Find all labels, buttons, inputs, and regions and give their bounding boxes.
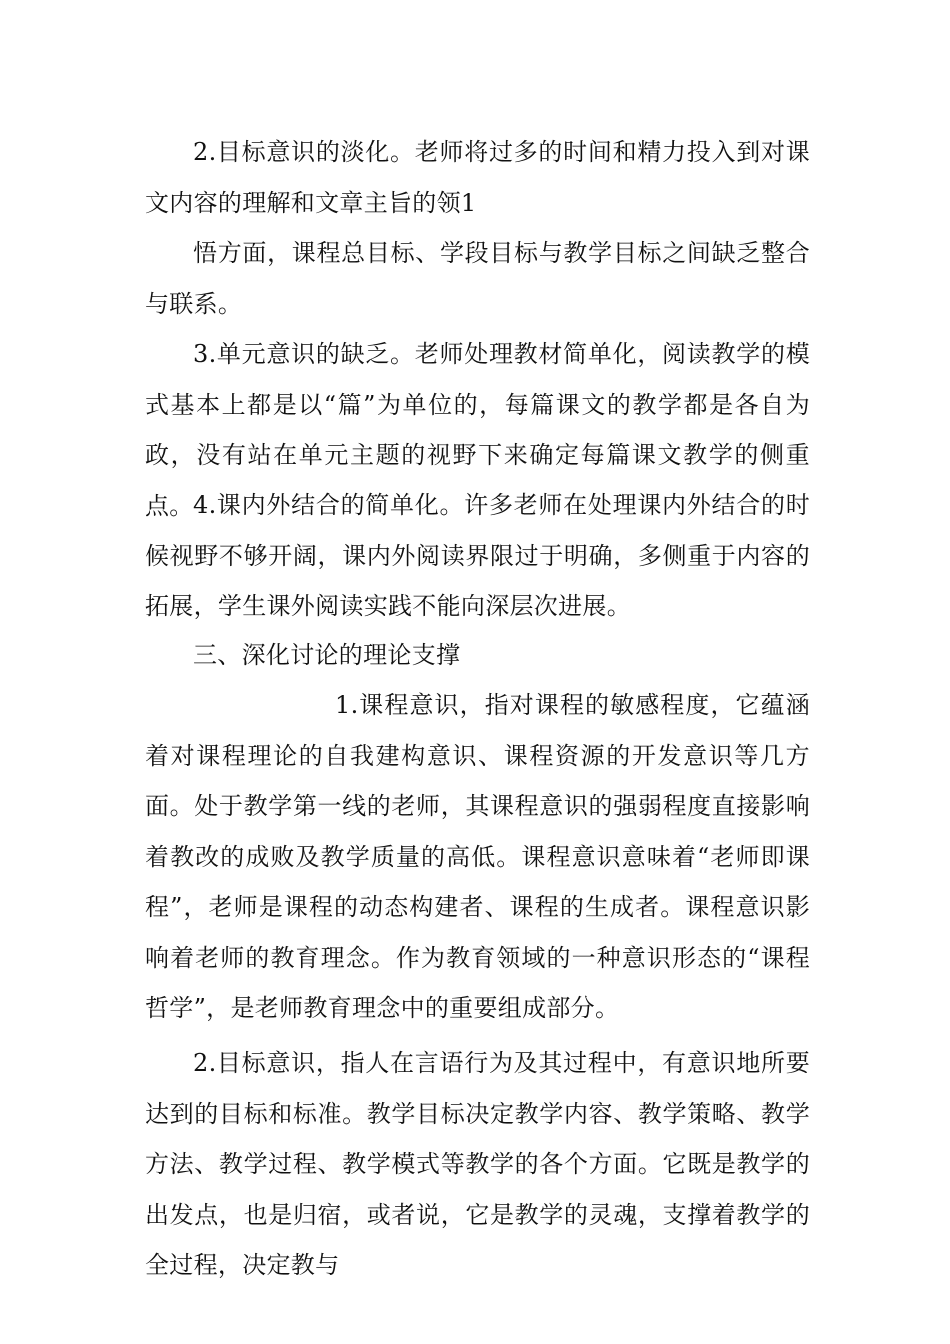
paragraph-curriculum-awareness: 1.课程意识，指对课程的敏感程度，它蕴涵着对课程理论的自我建构意识、课程资源的开发意识等几方面。处于教学第一线的老师，其课程意识的强弱程度直接影响着教改的成败及教学质量的高低。课程意识意味着“老师即课程”，老师是课程的动态构建者、课程的生成者。课程意识影响着老师的教育理念。作为教育领域的一种意识形态的“课程哲学”，是老师教育理念中的重要组成部分。	[145, 691, 810, 1022]
paragraph-goal-awareness-definition: 2.目标意识，指人在言语行为及其过程中，有意识地所要达到的目标和标准。教学目标决定教学内容、教学策略、教学方法、教学过程、教学模式等教学的各个方面。它既是教学的出发点，也是归宿，或者说，它是教学的灵魂，支撑着教学的全过程，决定教与	[145, 1049, 810, 1279]
paragraph-goal-awareness-weakening: 2.目标意识的淡化。老师将过多的时间和精力投入到对课文内容的理解和文章主旨的领1	[145, 138, 810, 217]
section-heading-theory-support: 三、深化讨论的理论支撑	[193, 641, 461, 669]
paragraph-in-out-class-integration: 4.课内外结合的简单化。许多老师在处理课内外结合的时候视野不够开阔，课内外阅读界限过于明确，多侧重于内容的拓展，学生课外阅读实践不能向深层次进展。	[145, 491, 810, 620]
paragraph-continuation: 悟方面，课程总目标、学段目标与教学目标之间缺乏整合与联系。	[145, 239, 810, 318]
paragraph-unit-awareness: 3.单元意识的缺乏。老师处理教材简单化，阅读教学的模式基本上都是以“篇”为单位的，每篇课文的教学都是各自为政，没有站在单元主题的视野下来确定每篇课文教学的侧重点。	[145, 340, 810, 520]
